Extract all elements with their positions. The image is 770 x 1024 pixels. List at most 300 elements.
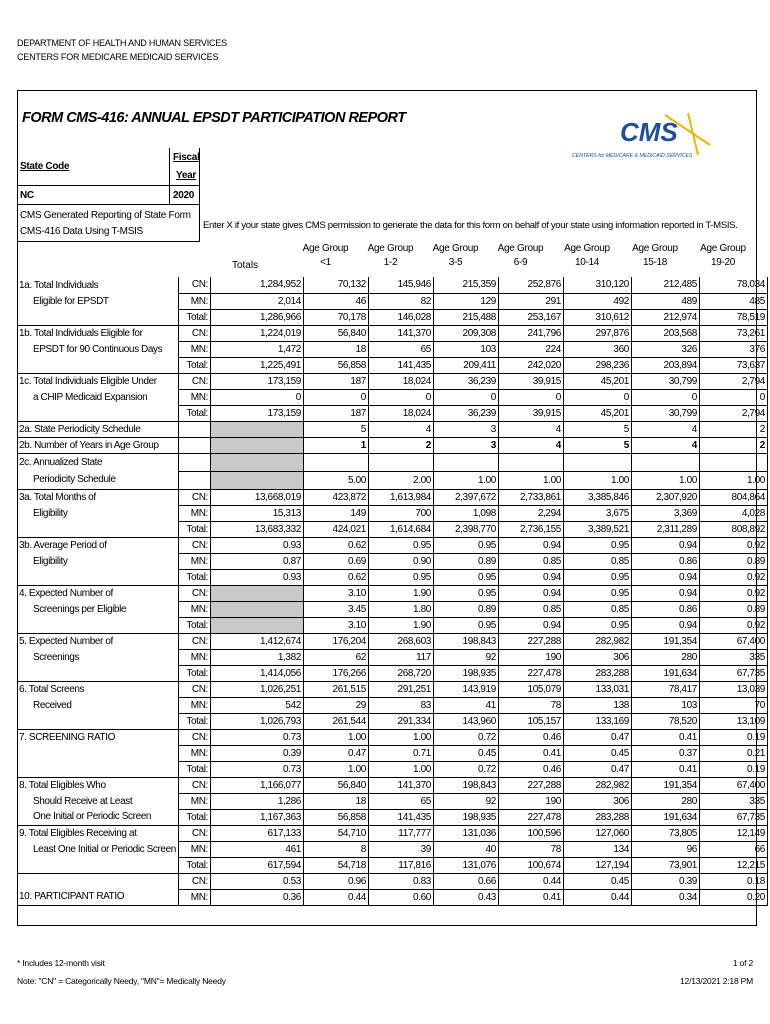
department-header: DEPARTMENT OF HEALTH AND HUMAN SERVICES bbox=[17, 38, 227, 48]
value-cell: 127,060 bbox=[563, 825, 631, 841]
value-cell: 18,024 bbox=[368, 405, 433, 421]
value-cell: 0.45 bbox=[433, 745, 498, 761]
value-cell: 2,294 bbox=[498, 505, 563, 521]
value-cell: 8 bbox=[303, 841, 368, 857]
value-cell: 3,385,846 bbox=[563, 489, 631, 505]
row-type: MN: bbox=[178, 793, 210, 809]
value-cell: 18,024 bbox=[368, 373, 433, 389]
age-group-title: Age Group bbox=[302, 243, 349, 254]
row-label: Eligibility bbox=[17, 505, 178, 521]
value-cell: 0.89 bbox=[433, 553, 498, 569]
age-group-header bbox=[358, 242, 423, 270]
row-type: Total: bbox=[178, 809, 210, 825]
row-label bbox=[17, 521, 178, 537]
value-cell: 0.89 bbox=[699, 553, 767, 569]
value-cell: 0 bbox=[498, 389, 563, 405]
table-row bbox=[17, 373, 767, 389]
row-label: 3b. Average Period of bbox=[17, 537, 178, 553]
row-label: 2a. State Periodicity Schedule bbox=[17, 421, 178, 437]
value-cell: 78 bbox=[498, 841, 563, 857]
value-cell: 141,435 bbox=[368, 357, 433, 373]
value-cell: 283,288 bbox=[563, 809, 631, 825]
value-cell: 4 bbox=[631, 437, 699, 453]
totals-cell: 1,284,952 bbox=[210, 277, 303, 293]
print-date: 12/13/2021 2:18 PM bbox=[680, 976, 753, 986]
value-cell bbox=[631, 453, 699, 471]
value-cell: 291 bbox=[498, 293, 563, 309]
row-type: MN: bbox=[178, 553, 210, 569]
totals-cell: 15,313 bbox=[210, 505, 303, 521]
value-cell: 143,960 bbox=[433, 713, 498, 729]
value-cell: 67,400 bbox=[699, 777, 767, 793]
table-row bbox=[17, 341, 767, 357]
value-cell: 46 bbox=[303, 293, 368, 309]
value-cell: 41 bbox=[433, 697, 498, 713]
table-row bbox=[17, 293, 767, 309]
row-type: CN: bbox=[178, 633, 210, 649]
value-cell: 141,435 bbox=[368, 809, 433, 825]
value-cell: 5 bbox=[563, 437, 631, 453]
row-type: CN: bbox=[178, 777, 210, 793]
totals-cell bbox=[210, 471, 303, 489]
value-cell: 0.95 bbox=[563, 569, 631, 585]
value-cell: 176,204 bbox=[303, 633, 368, 649]
value-cell: 0.95 bbox=[368, 537, 433, 553]
value-cell: 73,637 bbox=[699, 357, 767, 373]
value-cell: 1.00 bbox=[699, 471, 767, 489]
row-type: CN: bbox=[178, 825, 210, 841]
value-cell: 0.85 bbox=[563, 553, 631, 569]
row-label: 8. Total Eligibles Who bbox=[17, 777, 178, 793]
value-cell: 3 bbox=[433, 437, 498, 453]
value-cell: 5 bbox=[303, 421, 368, 437]
value-cell: 0.85 bbox=[498, 553, 563, 569]
value-cell: 0.66 bbox=[433, 873, 498, 889]
value-cell: 56,840 bbox=[303, 325, 368, 341]
value-cell: 65 bbox=[368, 341, 433, 357]
row-label bbox=[17, 665, 178, 681]
table-row bbox=[17, 309, 767, 325]
value-cell: 0.94 bbox=[631, 617, 699, 633]
row-type: CN: bbox=[178, 325, 210, 341]
row-type: Total: bbox=[178, 357, 210, 373]
value-cell: 804,864 bbox=[699, 489, 767, 505]
value-cell: 0.94 bbox=[631, 585, 699, 601]
value-cell: 190 bbox=[498, 793, 563, 809]
totals-cell: 1,412,674 bbox=[210, 633, 303, 649]
row-label: 1c. Total Individuals Eligible Under bbox=[17, 373, 178, 389]
value-cell: 82 bbox=[368, 293, 433, 309]
value-cell: 0.18 bbox=[699, 873, 767, 889]
cms-logo-text: CMS bbox=[620, 117, 678, 147]
row-type: CN: bbox=[178, 373, 210, 389]
value-cell: 3.10 bbox=[303, 585, 368, 601]
value-cell: 0 bbox=[433, 389, 498, 405]
value-cell: 0.86 bbox=[631, 553, 699, 569]
totals-cell: 0.73 bbox=[210, 761, 303, 777]
value-cell: 30,799 bbox=[631, 373, 699, 389]
value-cell: 227,478 bbox=[498, 809, 563, 825]
table-row bbox=[17, 713, 767, 729]
value-cell: 70,132 bbox=[303, 277, 368, 293]
age-group-range: <1 bbox=[320, 257, 331, 268]
value-cell: 0.92 bbox=[699, 617, 767, 633]
table-row bbox=[17, 745, 767, 761]
row-type: Total: bbox=[178, 665, 210, 681]
value-cell: 36,239 bbox=[433, 373, 498, 389]
table-row bbox=[17, 569, 767, 585]
value-cell: 5.00 bbox=[303, 471, 368, 489]
value-cell: 306 bbox=[563, 649, 631, 665]
age-group-header bbox=[293, 242, 358, 270]
value-cell: 39,915 bbox=[498, 373, 563, 389]
row-label bbox=[17, 405, 178, 421]
value-cell: 306 bbox=[563, 793, 631, 809]
row-type: MN: bbox=[178, 601, 210, 617]
value-cell: 1.00 bbox=[368, 761, 433, 777]
value-cell: 2 bbox=[699, 437, 767, 453]
table-row bbox=[17, 505, 767, 521]
value-cell: 134 bbox=[563, 841, 631, 857]
value-cell: 3.10 bbox=[303, 617, 368, 633]
value-cell: 261,515 bbox=[303, 681, 368, 697]
value-cell bbox=[368, 453, 433, 471]
value-cell: 212,974 bbox=[631, 309, 699, 325]
value-cell: 0.95 bbox=[563, 617, 631, 633]
value-cell: 242,020 bbox=[498, 357, 563, 373]
cms-logo bbox=[570, 113, 720, 161]
row-type: Total: bbox=[178, 617, 210, 633]
value-cell: 96 bbox=[631, 841, 699, 857]
row-label: 6. Total Screens bbox=[17, 681, 178, 697]
row-label bbox=[17, 873, 178, 889]
value-cell: 1 bbox=[303, 437, 368, 453]
table-row bbox=[17, 585, 767, 601]
totals-cell bbox=[210, 453, 303, 471]
page-number: 1 of 2 bbox=[732, 958, 753, 968]
state-code-value: NC bbox=[20, 190, 34, 201]
table-row bbox=[17, 649, 767, 665]
row-label: 2c. Annualized State bbox=[17, 453, 178, 471]
value-cell: 0.89 bbox=[433, 601, 498, 617]
table-row bbox=[17, 453, 767, 471]
totals-cell: 1,026,793 bbox=[210, 713, 303, 729]
table-row bbox=[17, 405, 767, 421]
row-label bbox=[17, 617, 178, 633]
totals-cell: 0 bbox=[210, 389, 303, 405]
value-cell: 4,028 bbox=[699, 505, 767, 521]
value-cell: 0.44 bbox=[498, 873, 563, 889]
row-label: Eligibility bbox=[17, 553, 178, 569]
value-cell: 376 bbox=[699, 341, 767, 357]
value-cell: 3 bbox=[433, 421, 498, 437]
value-cell: 1.90 bbox=[368, 585, 433, 601]
row-label: 9. Total Eligibles Receiving at bbox=[17, 825, 178, 841]
value-cell: 39,915 bbox=[498, 405, 563, 421]
row-label: 3a. Total Months of bbox=[17, 489, 178, 505]
value-cell: 54,718 bbox=[303, 857, 368, 873]
form-title: FORM CMS-416: ANNUAL EPSDT PARTICIPATION REPORT bbox=[22, 110, 406, 126]
value-cell: 198,935 bbox=[433, 809, 498, 825]
totals-cell: 13,683,332 bbox=[210, 521, 303, 537]
value-cell: 1.90 bbox=[368, 617, 433, 633]
value-cell: 0.41 bbox=[631, 729, 699, 745]
value-cell: 283,288 bbox=[563, 665, 631, 681]
age-group-header bbox=[553, 242, 621, 270]
value-cell: 0.41 bbox=[498, 889, 563, 905]
row-type bbox=[178, 453, 210, 471]
value-cell: 13,039 bbox=[699, 681, 767, 697]
value-cell: 78,417 bbox=[631, 681, 699, 697]
row-type: CN: bbox=[178, 277, 210, 293]
value-cell: 191,634 bbox=[631, 809, 699, 825]
row-label: 1b. Total Individuals Eligible for bbox=[17, 325, 178, 341]
table-row bbox=[17, 437, 767, 453]
row-type: Total: bbox=[178, 405, 210, 421]
value-cell: 0.94 bbox=[498, 537, 563, 553]
value-cell: 0.95 bbox=[433, 569, 498, 585]
value-cell: 0.47 bbox=[563, 729, 631, 745]
value-cell: 0.34 bbox=[631, 889, 699, 905]
value-cell: 2,398,770 bbox=[433, 521, 498, 537]
value-cell: 0.85 bbox=[498, 601, 563, 617]
table-row bbox=[17, 665, 767, 681]
cms-generated-label-2: CMS-416 Data Using T-MSIS bbox=[20, 226, 143, 237]
table-row bbox=[17, 553, 767, 569]
value-cell: 78,520 bbox=[631, 713, 699, 729]
table-row bbox=[17, 325, 767, 341]
table-row bbox=[17, 777, 767, 793]
value-cell: 3,369 bbox=[631, 505, 699, 521]
totals-cell: 542 bbox=[210, 697, 303, 713]
row-type: Total: bbox=[178, 857, 210, 873]
value-cell: 18 bbox=[303, 341, 368, 357]
value-cell: 105,079 bbox=[498, 681, 563, 697]
value-cell: 0.72 bbox=[433, 761, 498, 777]
value-cell: 0.94 bbox=[498, 585, 563, 601]
age-group-range: 10-14 bbox=[574, 257, 600, 268]
row-type bbox=[178, 437, 210, 453]
row-type bbox=[178, 471, 210, 489]
value-cell: 129 bbox=[433, 293, 498, 309]
cms-logo-subtitle: CENTERS for MEDICARE & MEDICAID SERVICES bbox=[572, 153, 693, 159]
age-group-header bbox=[423, 242, 488, 270]
value-cell: 67,735 bbox=[699, 665, 767, 681]
column-totals-header: Totals bbox=[231, 260, 259, 271]
value-cell: 18 bbox=[303, 793, 368, 809]
table-row bbox=[17, 357, 767, 373]
row-type: Total: bbox=[178, 713, 210, 729]
age-group-range: 15-18 bbox=[642, 257, 668, 268]
value-cell: 0.19 bbox=[699, 761, 767, 777]
value-cell: 103 bbox=[631, 697, 699, 713]
value-cell: 335 bbox=[699, 649, 767, 665]
value-cell: 29 bbox=[303, 697, 368, 713]
age-group-range: 19-20 bbox=[710, 257, 736, 268]
value-cell: 241,796 bbox=[498, 325, 563, 341]
totals-cell: 0.36 bbox=[210, 889, 303, 905]
value-cell: 0.45 bbox=[563, 873, 631, 889]
value-cell: 2 bbox=[368, 437, 433, 453]
value-cell: 56,840 bbox=[303, 777, 368, 793]
value-cell: 187 bbox=[303, 373, 368, 389]
totals-cell bbox=[210, 421, 303, 437]
totals-cell: 1,166,077 bbox=[210, 777, 303, 793]
table-row bbox=[17, 471, 767, 489]
value-cell: 489 bbox=[631, 293, 699, 309]
row-type: Total: bbox=[178, 569, 210, 585]
table-row bbox=[17, 617, 767, 633]
totals-cell: 173,159 bbox=[210, 373, 303, 389]
value-cell: 0.43 bbox=[433, 889, 498, 905]
value-cell: 0.44 bbox=[563, 889, 631, 905]
value-cell: 1,613,984 bbox=[368, 489, 433, 505]
row-label: Screenings per Eligible bbox=[17, 601, 178, 617]
state-code-label: State Code bbox=[20, 161, 70, 172]
value-cell: 203,894 bbox=[631, 357, 699, 373]
value-cell: 0.90 bbox=[368, 553, 433, 569]
totals-cell: 1,414,056 bbox=[210, 665, 303, 681]
value-cell: 282,982 bbox=[563, 633, 631, 649]
value-cell: 3.45 bbox=[303, 601, 368, 617]
value-cell: 1.00 bbox=[563, 471, 631, 489]
value-cell: 105,157 bbox=[498, 713, 563, 729]
value-cell: 0.96 bbox=[303, 873, 368, 889]
value-cell: 0.71 bbox=[368, 745, 433, 761]
totals-cell: 13,668,019 bbox=[210, 489, 303, 505]
value-cell: 70,178 bbox=[303, 309, 368, 325]
value-cell: 0.94 bbox=[631, 537, 699, 553]
value-cell: 0.72 bbox=[433, 729, 498, 745]
value-cell: 492 bbox=[563, 293, 631, 309]
value-cell: 3,675 bbox=[563, 505, 631, 521]
age-group-title: Age Group bbox=[632, 243, 678, 254]
row-type: MN: bbox=[178, 293, 210, 309]
value-cell: 0 bbox=[699, 389, 767, 405]
value-cell: 1.00 bbox=[433, 471, 498, 489]
value-cell: 198,935 bbox=[433, 665, 498, 681]
row-type: MN: bbox=[178, 889, 210, 905]
value-cell: 227,288 bbox=[498, 777, 563, 793]
totals-cell: 1,026,251 bbox=[210, 681, 303, 697]
value-cell: 198,843 bbox=[433, 633, 498, 649]
row-type: MN: bbox=[178, 697, 210, 713]
row-type: MN: bbox=[178, 745, 210, 761]
value-cell: 0.45 bbox=[563, 745, 631, 761]
value-cell: 215,488 bbox=[433, 309, 498, 325]
totals-cell: 617,594 bbox=[210, 857, 303, 873]
value-cell: 78,519 bbox=[699, 309, 767, 325]
value-cell: 145,946 bbox=[368, 277, 433, 293]
totals-cell: 1,167,363 bbox=[210, 809, 303, 825]
row-type: MN: bbox=[178, 841, 210, 857]
value-cell: 268,720 bbox=[368, 665, 433, 681]
value-cell: 280 bbox=[631, 649, 699, 665]
age-group-header bbox=[689, 242, 757, 270]
value-cell: 2,733,861 bbox=[498, 489, 563, 505]
value-cell: 65 bbox=[368, 793, 433, 809]
row-type: CN: bbox=[178, 873, 210, 889]
value-cell: 227,288 bbox=[498, 633, 563, 649]
value-cell: 280 bbox=[631, 793, 699, 809]
table-row bbox=[17, 889, 767, 905]
value-cell: 1.00 bbox=[303, 729, 368, 745]
fiscal-year-value: 2020 bbox=[173, 190, 195, 201]
value-cell: 252,876 bbox=[498, 277, 563, 293]
totals-cell: 0.87 bbox=[210, 553, 303, 569]
value-cell: 2,397,672 bbox=[433, 489, 498, 505]
value-cell: 66 bbox=[699, 841, 767, 857]
age-group-title: Age Group bbox=[700, 243, 746, 254]
value-cell: 0.46 bbox=[498, 761, 563, 777]
value-cell: 227,478 bbox=[498, 665, 563, 681]
value-cell: 2.00 bbox=[368, 471, 433, 489]
value-cell: 0 bbox=[631, 389, 699, 405]
row-label bbox=[17, 761, 178, 777]
value-cell: 117,777 bbox=[368, 825, 433, 841]
row-type: CN: bbox=[178, 537, 210, 553]
value-cell: 291,334 bbox=[368, 713, 433, 729]
table-row bbox=[17, 761, 767, 777]
value-cell: 141,370 bbox=[368, 777, 433, 793]
value-cell: 485 bbox=[699, 293, 767, 309]
value-cell: 73,901 bbox=[631, 857, 699, 873]
value-cell: 1.00 bbox=[498, 471, 563, 489]
value-cell: 0.41 bbox=[631, 761, 699, 777]
totals-cell: 2,014 bbox=[210, 293, 303, 309]
value-cell: 73,261 bbox=[699, 325, 767, 341]
cms-generated-label-1: CMS Generated Reporting of State Form bbox=[20, 210, 191, 221]
row-label: Periodicity Schedule bbox=[17, 471, 178, 489]
value-cell: 73,805 bbox=[631, 825, 699, 841]
value-cell: 0.95 bbox=[433, 537, 498, 553]
value-cell: 0.46 bbox=[498, 729, 563, 745]
value-cell: 0.95 bbox=[563, 537, 631, 553]
value-cell: 1,098 bbox=[433, 505, 498, 521]
value-cell: 0.86 bbox=[631, 601, 699, 617]
value-cell: 12,215 bbox=[699, 857, 767, 873]
row-type: CN: bbox=[178, 681, 210, 697]
value-cell: 0.62 bbox=[303, 537, 368, 553]
value-cell: 253,167 bbox=[498, 309, 563, 325]
table-row bbox=[17, 825, 767, 841]
value-cell: 62 bbox=[303, 649, 368, 665]
row-label: Screenings bbox=[17, 649, 178, 665]
value-cell: 92 bbox=[433, 793, 498, 809]
row-type bbox=[178, 421, 210, 437]
table-row bbox=[17, 841, 767, 857]
value-cell: 100,674 bbox=[498, 857, 563, 873]
value-cell: 700 bbox=[368, 505, 433, 521]
value-cell: 291,251 bbox=[368, 681, 433, 697]
value-cell: 1.00 bbox=[368, 729, 433, 745]
totals-cell: 1,286,966 bbox=[210, 309, 303, 325]
row-label: Eligible for EPSDT bbox=[17, 293, 178, 309]
value-cell: 40 bbox=[433, 841, 498, 857]
value-cell: 198,843 bbox=[433, 777, 498, 793]
value-cell: 0.95 bbox=[433, 585, 498, 601]
value-cell: 0 bbox=[563, 389, 631, 405]
value-cell: 191,634 bbox=[631, 665, 699, 681]
value-cell: 335 bbox=[699, 793, 767, 809]
value-cell: 78,034 bbox=[699, 277, 767, 293]
value-cell: 2,794 bbox=[699, 405, 767, 421]
table-row bbox=[17, 537, 767, 553]
age-group-header bbox=[621, 242, 689, 270]
row-type: Total: bbox=[178, 761, 210, 777]
value-cell: 138 bbox=[563, 697, 631, 713]
row-type: MN: bbox=[178, 649, 210, 665]
